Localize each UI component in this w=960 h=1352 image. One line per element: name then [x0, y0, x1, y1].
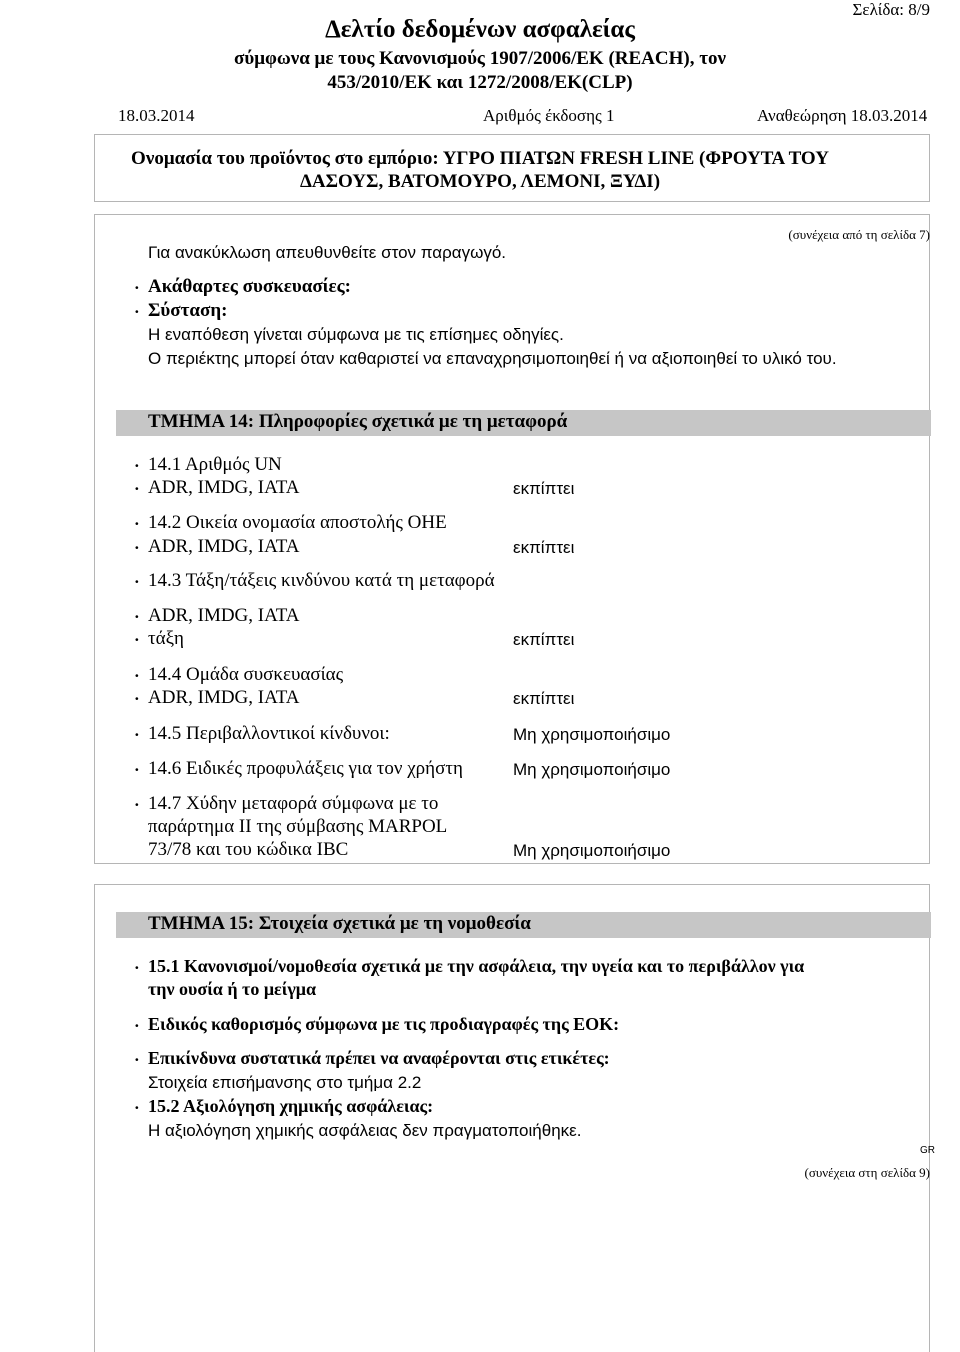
bullet-dot: ·: [134, 278, 140, 297]
un-number-modes: ADR, IMDG, IATA: [148, 477, 300, 498]
version-number: Αριθμός έκδοσης 1: [483, 106, 615, 125]
shipping-name-value: εκπίπτει: [513, 538, 575, 557]
un-number-label: 14.1 Αριθμός UN: [148, 454, 282, 475]
bullet-dot: ·: [134, 958, 140, 977]
product-name-line-2: ΔΑΣΟΥΣ, ΒΑΤΟΜΟΥΡΟ, ΛΕΜΟΝΙ, ΞΥΔΙ): [299, 171, 661, 192]
eec-specification-label: Ειδικός καθορισμός σύμφωνα με τις προδιαγραφές της ΕΟΚ:: [148, 1014, 620, 1034]
bullet-dot: ·: [134, 456, 140, 475]
user-precautions-value: Μη χρησιμοποιήσιμο: [513, 760, 671, 779]
bullet-dot: ·: [134, 1016, 140, 1035]
shipping-name-modes: ADR, IMDG, IATA: [148, 536, 300, 557]
composition-label: Σύσταση:: [148, 300, 228, 321]
bullet-dot: ·: [134, 795, 140, 814]
disposal-text: Η εναπόθεση γίνεται σύμφωνα με τις επίσημες οδηγίες.: [148, 325, 564, 344]
product-name-line-1: Ονομασία του προϊόντος στο εμπόριο: ΥΓΡΟ ΠΙΑΤΩΝ FRESH LINE (ΦΡΟΥΤΑ ΤΟΥ: [131, 148, 829, 169]
hazard-class-value: εκπίπτει: [513, 630, 575, 649]
bulk-transport-label-line-2: παράρτημα II της σύμβασης MARPOL: [148, 816, 448, 837]
un-number-value: εκπίπτει: [513, 479, 575, 498]
section-15-box: [94, 884, 930, 1352]
continued-from-note: (συνέχεια από τη σελίδα 7): [788, 227, 930, 242]
bullet-dot: ·: [134, 689, 140, 708]
packing-group-value: εκπίπτει: [513, 689, 575, 708]
chemical-safety-value: Η αξιολόγηση χημικής ασφάλειας δεν πραγματοποιήθηκε.: [148, 1121, 582, 1140]
continued-to-note: (συνέχεια στη σελίδα 9): [804, 1165, 930, 1180]
section-15-title: ΤΜΗΜΑ 15: Στοιχεία σχετικά με τη νομοθεσία: [148, 913, 531, 934]
chemical-safety-label: 15.2 Αξιολόγηση χημικής ασφάλειας:: [148, 1096, 434, 1116]
country-code: GR: [920, 1145, 935, 1156]
bullet-dot: ·: [134, 302, 140, 321]
section-15-header: [116, 912, 931, 938]
bullet-dot: ·: [134, 1098, 140, 1117]
environmental-hazards-value: Μη χρησιμοποιήσιμο: [513, 725, 671, 744]
container-reuse-text: Ο περιέκτης μπορεί όταν καθαριστεί να επαναχρησιμοποιηθεί ή να αξιοποιηθεί το υλικό του.: [148, 349, 837, 368]
hazard-class-modes: ADR, IMDG, IATA: [148, 605, 300, 626]
user-precautions-label: 14.6 Ειδικές προφυλάξεις για τον χρήστη: [148, 758, 463, 779]
page-number: Σελίδα: 8/9: [852, 0, 930, 19]
section-14-title: ΤΜΗΜΑ 14: Πληροφορίες σχετικά με τη μεταφορά: [148, 411, 568, 432]
bullet-dot: ·: [134, 538, 140, 557]
environmental-hazards-label: 14.5 Περιβαλλοντικοί κίνδυνοι:: [148, 723, 390, 744]
hazard-class-class-label: τάξη: [148, 628, 184, 649]
bullet-dot: ·: [134, 630, 140, 649]
bullet-dot: ·: [134, 479, 140, 498]
hazard-class-label: 14.3 Τάξη/τάξεις κινδύνου κατά τη μεταφορά: [148, 570, 495, 591]
document-subtitle-line-1: σύμφωνα με τους Κανονισμούς 1907/2006/ΕΚ (REACH), τον: [234, 48, 726, 69]
hazardous-ingredients-value: Στοιχεία επισήμανσης στο τμήμα 2.2: [148, 1073, 422, 1092]
document-title: Δελτίο δεδομένων ασφαλείας: [325, 16, 635, 43]
bullet-dot: ·: [134, 666, 140, 685]
packing-group-modes: ADR, IMDG, IATA: [148, 687, 300, 708]
bulk-transport-value: Μη χρησιμοποιήσιμο: [513, 841, 671, 860]
bullet-dot: ·: [134, 572, 140, 591]
bullet-dot: ·: [134, 607, 140, 626]
document-subtitle-line-2: 453/2010/ΕΚ και 1272/2008/ΕΚ(CLP): [327, 72, 633, 93]
dirty-packaging-label: Ακάθαρτες συσκευασίες:: [148, 276, 352, 297]
bullet-dot: ·: [134, 514, 140, 533]
bullet-dot: ·: [134, 1050, 140, 1069]
issue-date: 18.03.2014: [118, 106, 195, 125]
shipping-name-label: 14.2 Οικεία ονομασία αποστολής ΟΗΕ: [148, 512, 447, 533]
revision-date: Αναθεώρηση 18.03.2014: [757, 106, 928, 125]
bullet-dot: ·: [134, 725, 140, 744]
bulk-transport-label-line-1: 14.7 Χύδην μεταφορά σύμφωνα με το: [148, 793, 439, 814]
recycling-note: Για ανακύκλωση απευθυνθείτε στον παραγωγό.: [148, 243, 507, 262]
regulations-label-line-2: την ουσία ή το μείγμα: [148, 979, 316, 999]
packing-group-label: 14.4 Ομάδα συσκευασίας: [148, 664, 344, 685]
regulations-label-line-1: 15.1 Κανονισμοί/νομοθεσία σχετικά με την ασφάλεια, την υγεία και το περιβάλλον για: [148, 956, 805, 976]
section-14-header: [116, 410, 931, 436]
hazardous-ingredients-label: Επικίνδυνα συστατικά πρέπει να αναφέρονται στις ετικέτες:: [148, 1048, 610, 1068]
bullet-dot: ·: [134, 760, 140, 779]
bulk-transport-label-line-3: 73/78 και του κώδικα IBC: [148, 839, 349, 860]
